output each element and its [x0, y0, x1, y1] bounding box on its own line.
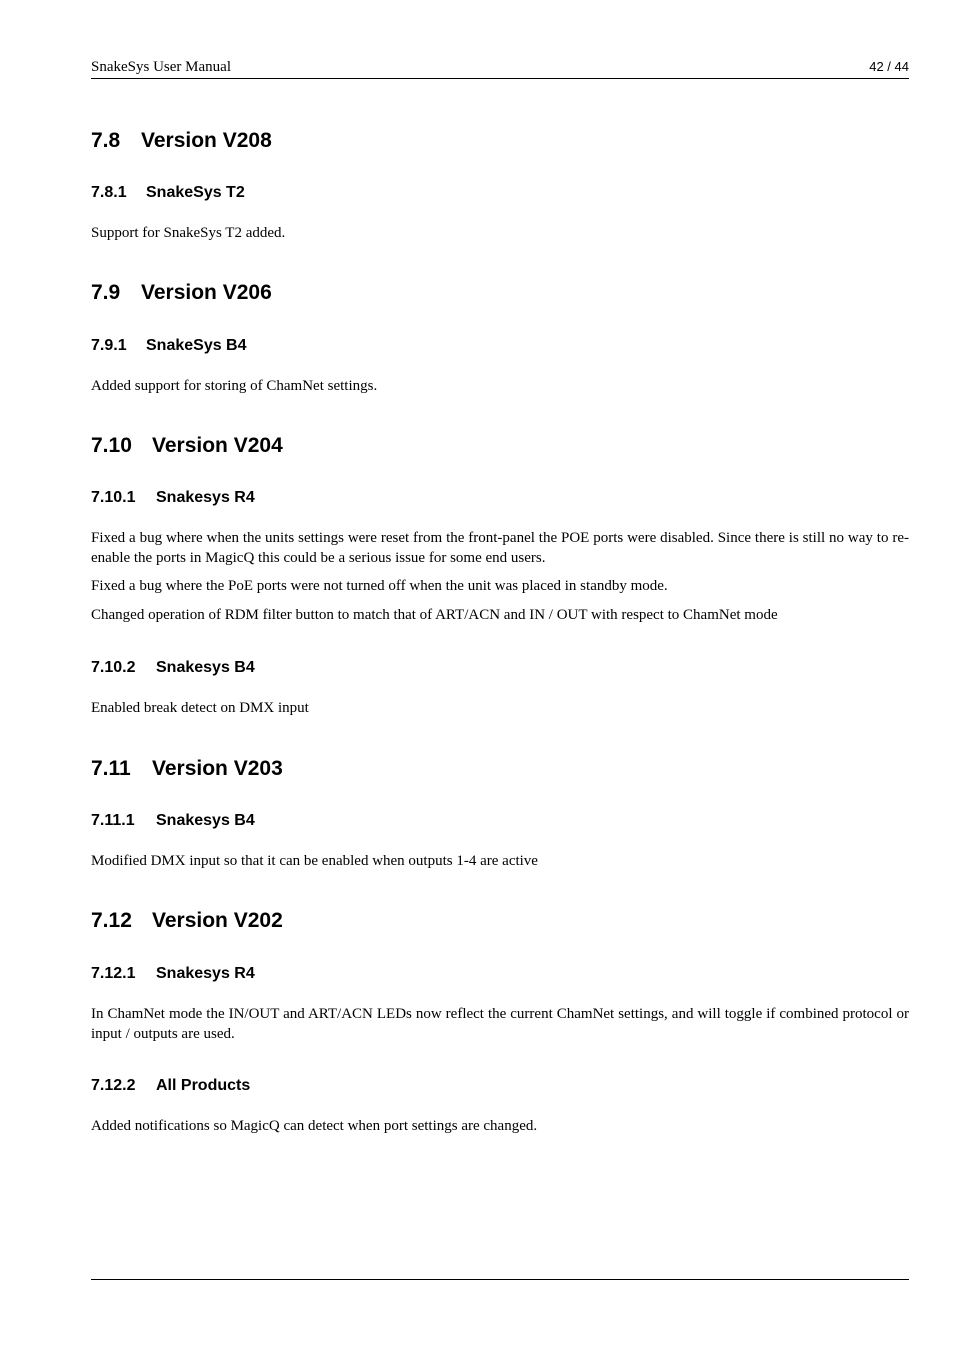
section-heading: 7.11 Version V203 [91, 757, 283, 780]
subsection-heading: 7.12.1 Snakesys R4 [91, 965, 255, 982]
document-title: SnakeSys User Manual [91, 59, 231, 75]
page-number: 42 / 44 [869, 59, 909, 74]
subsection-heading: 7.12.2 All Products [91, 1077, 251, 1094]
section-heading: 7.12 Version V202 [91, 909, 283, 932]
subsection-heading: 7.9.1 SnakeSys B4 [91, 337, 247, 354]
page-header [91, 58, 909, 79]
section-heading: 7.9 Version V206 [91, 281, 272, 304]
paragraph: Modified DMX input so that it can be enabled when outputs 1-4 are active [91, 853, 538, 869]
paragraph: Added notifications so MagicQ can detect when port settings are changed. [91, 1118, 538, 1134]
subsection-heading: 7.11.1 Snakesys B4 [91, 812, 255, 829]
section-heading: 7.10 Version V204 [91, 434, 283, 457]
paragraph: Fixed a bug where when the units settings were reset from the front-panel the POE ports were disabled. Since there is still no way to re-enable the ports in MagicQ this could be a serious issue for some end users. [91, 530, 909, 566]
paragraph: Fixed a bug where the PoE ports were not turned off when the unit was placed in standby mode. [91, 578, 668, 594]
subsection-heading: 7.10.1 Snakesys R4 [91, 489, 255, 506]
footer-divider [91, 1279, 909, 1280]
paragraph: In ChamNet mode the IN/OUT and ART/ACN LEDs now reflect the current ChamNet settings, and will toggle if combined protocol or input / outputs are used. [91, 1006, 909, 1042]
paragraph: Support for SnakeSys T2 added. [91, 225, 286, 241]
subsection-heading: 7.10.2 Snakesys B4 [91, 659, 255, 676]
paragraph: Changed operation of RDM filter button to match that of ART/ACN and IN / OUT with respect to ChamNet mode [91, 607, 778, 623]
section-heading: 7.8 Version V208 [91, 129, 272, 152]
paragraph: Enabled break detect on DMX input [91, 700, 309, 716]
paragraph: Added support for storing of ChamNet settings. [91, 378, 378, 394]
subsection-heading: 7.8.1 SnakeSys T2 [91, 184, 245, 201]
